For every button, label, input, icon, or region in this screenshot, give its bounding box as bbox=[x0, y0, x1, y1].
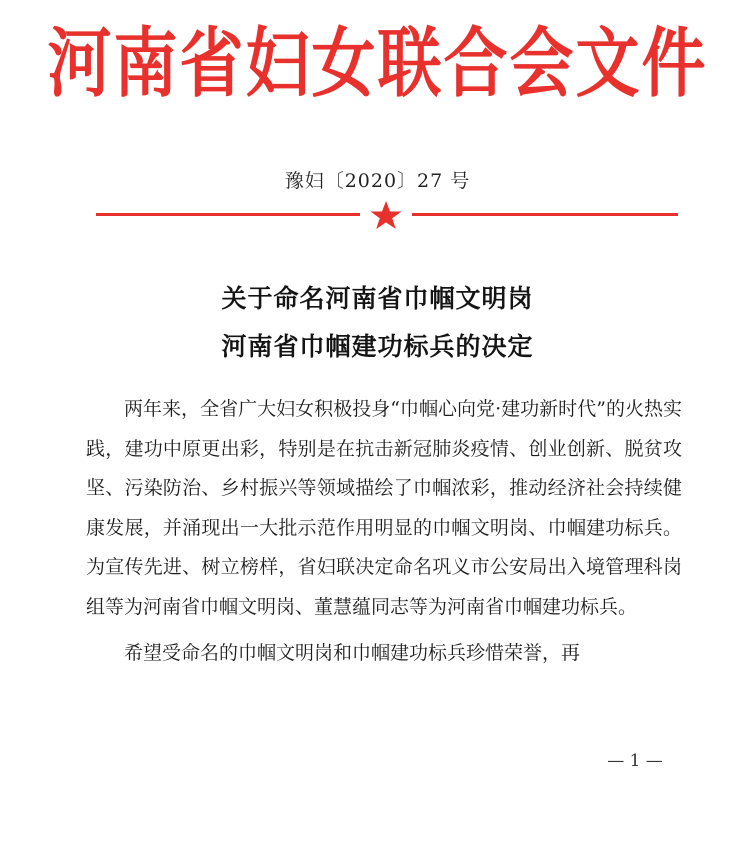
document-body bbox=[86, 390, 682, 673]
document-number: 豫妇〔2020〕27 号 bbox=[284, 170, 471, 192]
page-number: — 1 — bbox=[607, 751, 663, 771]
document-title-line-1: 关于命名河南省巾帼文明岗 bbox=[221, 284, 534, 313]
body-paragraph-2: 希望受命名的巾帼文明岗和巾帼建功标兵珍惜荣誉，再 bbox=[124, 641, 581, 664]
body-paragraph-1: 两年来，全省广大妇女积极投身“巾帼心向党·建功新时代”的火热实践，建功中原更出彩，特别是在抗击新冠肺炎疫情、创业创新、脱贫攻坚、污染防治、乡村振兴等领域描绘了巾帼浓彩，推动经济社会持续健康发展，并涌现出一大批示范作用明显的巾帼文明岗、巾帼建功标兵。为宣传先进、树立榜样，省妇联决定命名巩义市公安局出入境管理科岗组等为河南省巾帼文明岗、董慧蕴同志等为河南省巾帼建功标兵。 bbox=[86, 398, 682, 618]
red-star-icon bbox=[369, 200, 403, 230]
red-divider-left bbox=[96, 213, 360, 216]
document-title-line-2: 河南省巾帼建功标兵的决定 bbox=[221, 332, 534, 361]
masthead-title: 河南省妇女联合会文件 bbox=[47, 21, 708, 109]
red-divider-right bbox=[412, 213, 678, 216]
